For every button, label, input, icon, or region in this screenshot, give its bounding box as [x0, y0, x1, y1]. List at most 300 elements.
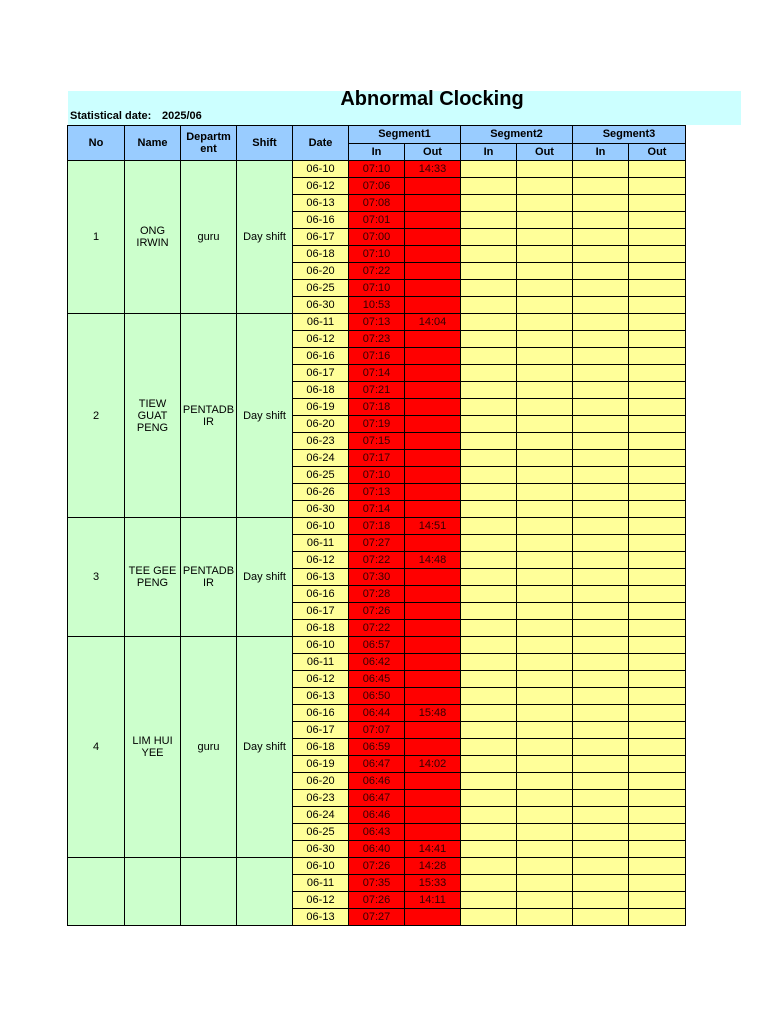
segment3-out	[629, 178, 686, 195]
segment3-in	[573, 739, 629, 756]
employee-no: 1	[68, 161, 125, 314]
record-date: 06-10	[293, 161, 349, 178]
segment2-in	[461, 212, 517, 229]
segment1-in: 07:27	[349, 535, 405, 552]
header-segment3-out: Out	[629, 144, 686, 161]
employee-shift: Day shift	[237, 637, 293, 858]
segment2-out	[517, 654, 573, 671]
record-date: 06-19	[293, 399, 349, 416]
segment2-out	[517, 875, 573, 892]
segment2-out	[517, 807, 573, 824]
segment1-out	[405, 365, 461, 382]
segment2-out	[517, 484, 573, 501]
record-date: 06-20	[293, 263, 349, 280]
segment2-out	[517, 433, 573, 450]
record-date: 06-30	[293, 501, 349, 518]
segment2-in	[461, 739, 517, 756]
segment3-out	[629, 246, 686, 263]
header-segment2-in: In	[461, 144, 517, 161]
record-date: 06-11	[293, 535, 349, 552]
segment1-in: 07:26	[349, 603, 405, 620]
segment3-in	[573, 433, 629, 450]
segment1-out	[405, 688, 461, 705]
segment2-out	[517, 467, 573, 484]
segment2-in	[461, 858, 517, 875]
segment3-in	[573, 229, 629, 246]
segment3-out	[629, 637, 686, 654]
record-date: 06-30	[293, 297, 349, 314]
segment3-out	[629, 297, 686, 314]
segment2-in	[461, 484, 517, 501]
segment2-out	[517, 552, 573, 569]
segment2-in	[461, 450, 517, 467]
segment2-out	[517, 399, 573, 416]
segment2-in	[461, 773, 517, 790]
segment1-in: 07:07	[349, 722, 405, 739]
segment2-in	[461, 467, 517, 484]
record-date: 06-24	[293, 450, 349, 467]
segment3-in	[573, 348, 629, 365]
record-date: 06-13	[293, 688, 349, 705]
statistical-date-value: 2025/06	[162, 110, 202, 122]
segment1-out	[405, 586, 461, 603]
header-department: Departm ent	[181, 126, 237, 161]
segment3-out	[629, 773, 686, 790]
segment1-out	[405, 790, 461, 807]
segment1-in: 06:59	[349, 739, 405, 756]
segment1-in: 07:10	[349, 467, 405, 484]
segment3-in	[573, 450, 629, 467]
record-date: 06-10	[293, 518, 349, 535]
segment2-in	[461, 178, 517, 195]
segment1-in: 06:47	[349, 790, 405, 807]
record-date: 06-17	[293, 229, 349, 246]
segment1-in: 07:10	[349, 280, 405, 297]
table-row	[68, 858, 686, 875]
segment3-out	[629, 671, 686, 688]
segment1-in: 06:46	[349, 807, 405, 824]
segment1-out	[405, 263, 461, 280]
employee-name: LIM HUI YEE	[125, 637, 181, 858]
segment2-out	[517, 246, 573, 263]
segment3-in	[573, 331, 629, 348]
segment1-in: 07:22	[349, 263, 405, 280]
segment3-in	[573, 314, 629, 331]
segment2-out	[517, 586, 573, 603]
record-date: 06-12	[293, 552, 349, 569]
segment1-out	[405, 178, 461, 195]
record-date: 06-12	[293, 331, 349, 348]
segment1-out: 15:33	[405, 875, 461, 892]
segment2-out	[517, 603, 573, 620]
record-date: 06-11	[293, 654, 349, 671]
segment3-in	[573, 586, 629, 603]
segment3-out	[629, 535, 686, 552]
header-no: No	[68, 126, 125, 161]
record-date: 06-18	[293, 382, 349, 399]
segment2-out	[517, 739, 573, 756]
record-date: 06-16	[293, 212, 349, 229]
segment2-in	[461, 416, 517, 433]
segment3-out	[629, 688, 686, 705]
segment3-out	[629, 229, 686, 246]
segment2-in	[461, 688, 517, 705]
segment1-in: 07:18	[349, 399, 405, 416]
record-date: 06-18	[293, 739, 349, 756]
record-date: 06-18	[293, 246, 349, 263]
segment2-in	[461, 535, 517, 552]
segment2-out	[517, 501, 573, 518]
segment3-in	[573, 382, 629, 399]
segment2-in	[461, 399, 517, 416]
segment2-out	[517, 212, 573, 229]
segment3-in	[573, 365, 629, 382]
segment3-in	[573, 824, 629, 841]
segment1-out	[405, 569, 461, 586]
record-date: 06-16	[293, 705, 349, 722]
segment2-in	[461, 382, 517, 399]
segment3-in	[573, 518, 629, 535]
segment1-in: 07:13	[349, 484, 405, 501]
segment1-in: 07:10	[349, 161, 405, 178]
segment3-in	[573, 501, 629, 518]
segment2-in	[461, 654, 517, 671]
segment1-in: 06:50	[349, 688, 405, 705]
record-date: 06-16	[293, 586, 349, 603]
segment2-in	[461, 297, 517, 314]
segment1-out	[405, 671, 461, 688]
employee-department: guru	[181, 637, 237, 858]
record-date: 06-13	[293, 195, 349, 212]
segment3-out	[629, 416, 686, 433]
table-row	[68, 637, 686, 654]
record-date: 06-16	[293, 348, 349, 365]
segment1-in: 07:01	[349, 212, 405, 229]
segment2-in	[461, 603, 517, 620]
segment2-out	[517, 671, 573, 688]
segment3-in	[573, 297, 629, 314]
segment2-in	[461, 705, 517, 722]
segment1-in: 07:26	[349, 892, 405, 909]
segment1-in: 07:28	[349, 586, 405, 603]
segment1-in: 07:22	[349, 620, 405, 637]
segment2-in	[461, 790, 517, 807]
employee-no: 2	[68, 314, 125, 518]
segment3-in	[573, 909, 629, 926]
header-segment1-out: Out	[405, 144, 461, 161]
segment2-out	[517, 348, 573, 365]
segment3-out	[629, 909, 686, 926]
segment2-in	[461, 807, 517, 824]
segment1-in: 06:42	[349, 654, 405, 671]
segment3-in	[573, 790, 629, 807]
segment2-out	[517, 722, 573, 739]
segment2-in	[461, 841, 517, 858]
segment2-out	[517, 195, 573, 212]
segment3-out	[629, 552, 686, 569]
segment3-in	[573, 569, 629, 586]
segment3-in	[573, 671, 629, 688]
record-date: 06-19	[293, 756, 349, 773]
segment3-in	[573, 178, 629, 195]
segment2-in	[461, 331, 517, 348]
segment2-in	[461, 671, 517, 688]
segment2-out	[517, 620, 573, 637]
segment2-out	[517, 280, 573, 297]
segment1-out	[405, 722, 461, 739]
segment3-out	[629, 705, 686, 722]
segment1-out	[405, 280, 461, 297]
segment1-out: 14:02	[405, 756, 461, 773]
segment1-out	[405, 773, 461, 790]
record-date: 06-18	[293, 620, 349, 637]
segment2-out	[517, 229, 573, 246]
header-date: Date	[293, 126, 349, 161]
segment3-in	[573, 807, 629, 824]
segment1-out	[405, 654, 461, 671]
segment2-out	[517, 569, 573, 586]
record-date: 06-26	[293, 484, 349, 501]
segment3-out	[629, 620, 686, 637]
segment2-in	[461, 824, 517, 841]
segment2-in	[461, 161, 517, 178]
segment1-out	[405, 195, 461, 212]
segment3-in	[573, 535, 629, 552]
segment3-in	[573, 603, 629, 620]
segment1-in: 06:45	[349, 671, 405, 688]
segment2-in	[461, 909, 517, 926]
segment3-in	[573, 637, 629, 654]
segment1-in: 07:27	[349, 909, 405, 926]
segment1-in: 07:26	[349, 858, 405, 875]
segment1-in: 07:19	[349, 416, 405, 433]
segment1-in: 10:53	[349, 297, 405, 314]
record-date: 06-25	[293, 280, 349, 297]
record-date: 06-12	[293, 178, 349, 195]
header-segment3-in: In	[573, 144, 629, 161]
header-name: Name	[125, 126, 181, 161]
segment3-out	[629, 501, 686, 518]
segment2-in	[461, 246, 517, 263]
segment2-in	[461, 280, 517, 297]
segment3-out	[629, 569, 686, 586]
segment2-out	[517, 382, 573, 399]
segment3-out	[629, 756, 686, 773]
segment3-in	[573, 620, 629, 637]
record-date: 06-17	[293, 603, 349, 620]
segment2-in	[461, 229, 517, 246]
segment3-out	[629, 807, 686, 824]
record-date: 06-17	[293, 722, 349, 739]
segment3-in	[573, 773, 629, 790]
segment3-out	[629, 212, 686, 229]
segment3-out	[629, 348, 686, 365]
segment2-out	[517, 365, 573, 382]
segment2-in	[461, 620, 517, 637]
segment2-in	[461, 314, 517, 331]
employee-name: ONG IRWIN	[125, 161, 181, 314]
segment1-out: 14:11	[405, 892, 461, 909]
segment2-in	[461, 433, 517, 450]
segment2-in	[461, 365, 517, 382]
segment3-out	[629, 739, 686, 756]
segment1-out	[405, 433, 461, 450]
segment1-in: 07:00	[349, 229, 405, 246]
segment2-in	[461, 875, 517, 892]
segment3-in	[573, 552, 629, 569]
segment2-in	[461, 348, 517, 365]
table-row	[68, 161, 686, 178]
segment3-in	[573, 875, 629, 892]
segment1-out	[405, 467, 461, 484]
segment2-in	[461, 586, 517, 603]
segment3-out	[629, 518, 686, 535]
segment2-in	[461, 892, 517, 909]
segment1-out	[405, 212, 461, 229]
segment1-out	[405, 620, 461, 637]
segment3-out	[629, 382, 686, 399]
segment3-out	[629, 603, 686, 620]
segment3-in	[573, 722, 629, 739]
segment1-in: 07:16	[349, 348, 405, 365]
employee-department: PENTADB IR	[181, 518, 237, 637]
segment1-in: 07:21	[349, 382, 405, 399]
segment2-in	[461, 637, 517, 654]
segment1-out: 14:51	[405, 518, 461, 535]
header-segment2-out: Out	[517, 144, 573, 161]
segment3-in	[573, 705, 629, 722]
record-date: 06-30	[293, 841, 349, 858]
employee-name: TEE GEE PENG	[125, 518, 181, 637]
segment1-in: 07:06	[349, 178, 405, 195]
segment2-out	[517, 705, 573, 722]
segment1-out: 14:41	[405, 841, 461, 858]
segment2-out	[517, 841, 573, 858]
segment1-in: 07:18	[349, 518, 405, 535]
segment1-in: 07:08	[349, 195, 405, 212]
segment3-in	[573, 399, 629, 416]
segment1-out	[405, 297, 461, 314]
record-date: 06-17	[293, 365, 349, 382]
segment3-in	[573, 858, 629, 875]
segment2-out	[517, 518, 573, 535]
employee-shift: Day shift	[237, 314, 293, 518]
statistical-date-label: Statistical date:	[70, 110, 152, 122]
employee-shift: Day shift	[237, 161, 293, 314]
segment3-out	[629, 722, 686, 739]
segment1-out	[405, 807, 461, 824]
employee-name	[125, 858, 181, 926]
segment1-out: 14:48	[405, 552, 461, 569]
segment1-in: 06:40	[349, 841, 405, 858]
segment3-in	[573, 161, 629, 178]
segment3-out	[629, 467, 686, 484]
segment2-out	[517, 858, 573, 875]
segment1-in: 07:15	[349, 433, 405, 450]
segment1-in: 06:57	[349, 637, 405, 654]
segment2-out	[517, 637, 573, 654]
segment3-out	[629, 365, 686, 382]
segment2-out	[517, 416, 573, 433]
record-date: 06-11	[293, 875, 349, 892]
employee-department: guru	[181, 161, 237, 314]
segment3-in	[573, 246, 629, 263]
record-date: 06-25	[293, 467, 349, 484]
employee-department: PENTADB IR	[181, 314, 237, 518]
segment1-out	[405, 246, 461, 263]
segment1-out	[405, 501, 461, 518]
segment3-out	[629, 484, 686, 501]
segment3-out	[629, 263, 686, 280]
record-date: 06-20	[293, 773, 349, 790]
table-row	[68, 314, 686, 331]
segment3-in	[573, 195, 629, 212]
record-date: 06-11	[293, 314, 349, 331]
segment3-in	[573, 280, 629, 297]
segment3-in	[573, 841, 629, 858]
segment3-out	[629, 280, 686, 297]
record-date: 06-23	[293, 433, 349, 450]
segment3-out	[629, 195, 686, 212]
segment1-in: 06:44	[349, 705, 405, 722]
segment2-in	[461, 569, 517, 586]
segment1-in: 06:47	[349, 756, 405, 773]
header-segment2: Segment2	[461, 126, 573, 144]
segment2-out	[517, 824, 573, 841]
record-date: 06-25	[293, 824, 349, 841]
table-row	[68, 518, 686, 535]
segment2-out	[517, 892, 573, 909]
clocking-table-wrapper	[67, 125, 686, 926]
segment1-out: 14:33	[405, 161, 461, 178]
segment1-in: 06:46	[349, 773, 405, 790]
segment1-out: 14:28	[405, 858, 461, 875]
segment1-out: 15:48	[405, 705, 461, 722]
segment2-out	[517, 263, 573, 280]
segment1-in: 07:35	[349, 875, 405, 892]
segment2-out	[517, 773, 573, 790]
employee-department	[181, 858, 237, 926]
record-date: 06-23	[293, 790, 349, 807]
segment1-out	[405, 348, 461, 365]
segment1-out	[405, 535, 461, 552]
segment1-in: 07:14	[349, 501, 405, 518]
segment3-out	[629, 841, 686, 858]
segment3-out	[629, 586, 686, 603]
segment2-out	[517, 314, 573, 331]
employee-no	[68, 858, 125, 926]
clocking-table-body	[68, 161, 686, 926]
employee-no: 3	[68, 518, 125, 637]
segment1-in: 07:17	[349, 450, 405, 467]
record-date: 06-10	[293, 858, 349, 875]
segment2-out	[517, 909, 573, 926]
segment1-out	[405, 382, 461, 399]
segment1-out	[405, 637, 461, 654]
record-date: 06-12	[293, 671, 349, 688]
segment2-out	[517, 178, 573, 195]
employee-shift: Day shift	[237, 518, 293, 637]
record-date: 06-12	[293, 892, 349, 909]
segment1-out	[405, 450, 461, 467]
segment2-in	[461, 195, 517, 212]
segment2-in	[461, 756, 517, 773]
employee-shift	[237, 858, 293, 926]
segment1-out	[405, 229, 461, 246]
segment1-out	[405, 909, 461, 926]
segment1-in: 07:14	[349, 365, 405, 382]
record-date: 06-13	[293, 569, 349, 586]
